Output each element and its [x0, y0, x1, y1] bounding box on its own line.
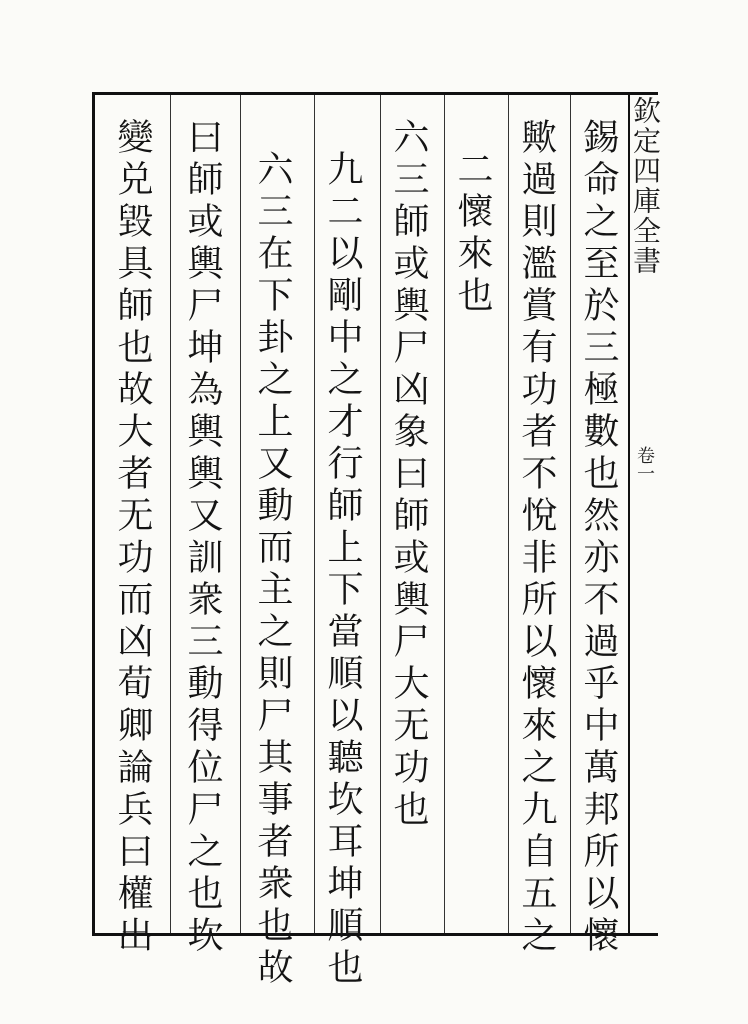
text-column-6: 六三在下卦之上又動而主之則尸其事者衆也故: [252, 150, 293, 990]
text-column-8: 變兑毀具師也故大者无功而凶荀卿論兵曰權出: [112, 118, 153, 958]
text-column-5: 九二以剛中之才行師上下當順以聽坎耳坤順也: [322, 150, 363, 990]
column-rule: [380, 95, 381, 933]
column-rule: [314, 95, 315, 933]
text-column-7: 曰師或輿尸坤為輿輿又訓衆三動得位尸之也坎: [182, 118, 223, 958]
banxin-volume: 卷一: [634, 446, 655, 482]
column-rule: [444, 95, 445, 933]
page-frame: [92, 92, 662, 936]
text-column-3: 二懷來也: [452, 150, 493, 318]
column-rule: [240, 95, 241, 933]
text-column-4: 六三師或輿尸凶象曰師或輿尸大无功也: [388, 118, 429, 832]
column-rule: [170, 95, 171, 933]
column-rule: [570, 95, 571, 933]
column-rule: [508, 95, 509, 933]
text-column-2: 歟過則濫賞有功者不悅非所以懷來之九自五之: [516, 118, 557, 958]
text-column-1: 錫命之至於三極數也然亦不過乎中萬邦所以懷: [578, 118, 619, 958]
banxin-title: 欽定四庫全書: [629, 96, 662, 276]
